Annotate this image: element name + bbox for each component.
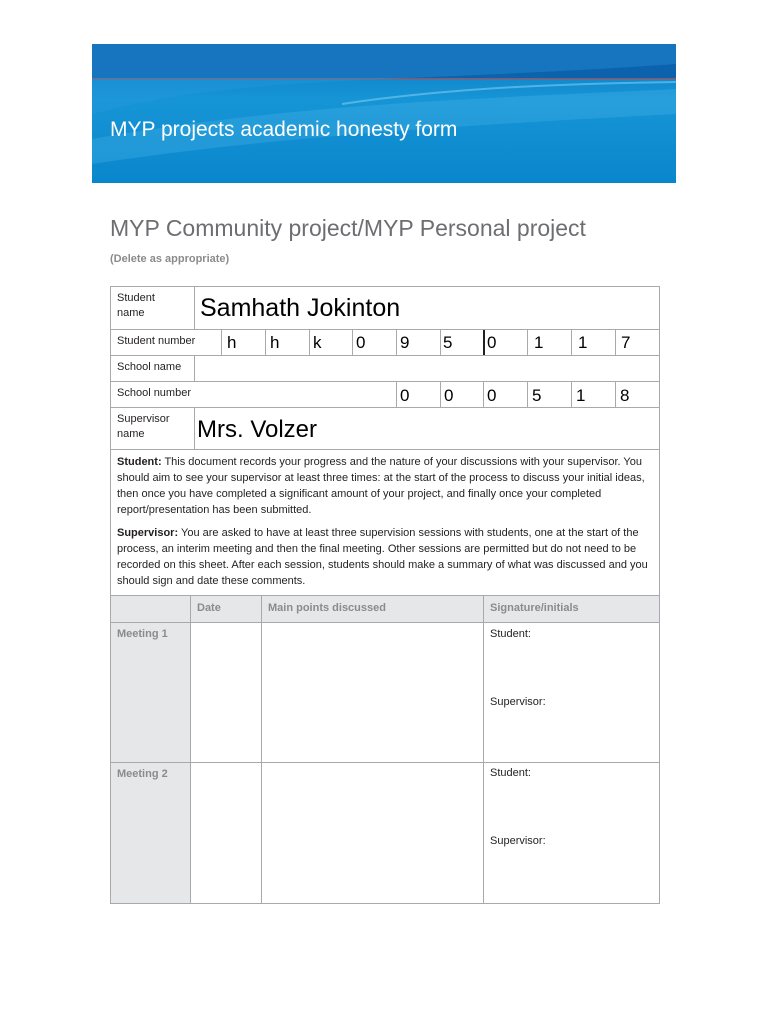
header-banner <box>92 44 676 183</box>
student-name-label: Student name <box>117 292 155 319</box>
student-number-digit[interactable]: h <box>227 333 237 352</box>
student-name-row <box>111 287 659 330</box>
honesty-form <box>110 286 660 904</box>
student-number-digit[interactable]: 7 <box>621 333 631 352</box>
project-title: MYP Community project/MYP Personal project <box>110 215 586 241</box>
student-signature-label: Student: <box>490 628 531 640</box>
student-number-digit[interactable]: k <box>313 333 322 352</box>
supervisor-instructions: Supervisor: You are asked to have at least three supervision sessions with students, one at the start of the process, an interim meeting and then the final meeting. Other sessions are permitted but do not need to be recorded on this sheet. After each session, students should make a summary of what was discussed and you should sign and date these comments. <box>117 527 648 587</box>
meeting-row <box>111 763 659 903</box>
student-number-digit[interactable]: 5 <box>443 333 453 352</box>
student-number-digit[interactable]: h <box>270 333 280 352</box>
school-number-row <box>111 382 659 408</box>
school-number-digit[interactable]: 8 <box>620 386 630 405</box>
student-number-digit[interactable]: 1 <box>578 333 588 352</box>
supervisor-signature-label: Supervisor: <box>490 696 546 708</box>
student-number-digit[interactable]: 1 <box>534 333 544 352</box>
meeting-main-points-cell[interactable] <box>262 763 483 903</box>
student-number-row <box>111 330 659 356</box>
supervisor-name-field[interactable]: Mrs. Volzer <box>197 416 318 443</box>
student-signature-label: Student: <box>490 767 531 779</box>
delete-note: (Delete as appropriate) <box>110 253 230 265</box>
meeting-row <box>111 623 659 763</box>
main-points-column-header: Main points discussed <box>268 602 386 614</box>
meetings-table-header <box>111 596 659 623</box>
school-number-digit[interactable]: 0 <box>400 386 410 405</box>
student-instructions: Student: This document records your progress and the nature of your discussions with your supervisor. You should aim to see your supervisor at least three times: at the start of the process to discuss your initial ideas, then once you have completed a significant amount of your project, and finally once your completed report/presentation has been submitted. <box>117 456 645 516</box>
school-number-digit[interactable]: 1 <box>576 386 586 405</box>
meeting-date-cell[interactable] <box>191 763 261 903</box>
meeting-main-points-cell[interactable] <box>262 623 483 762</box>
school-number-label: School number <box>117 387 191 399</box>
school-number-digit[interactable]: 0 <box>487 386 497 405</box>
school-name-row <box>111 356 659 382</box>
form-title: MYP projects academic honesty form <box>110 118 458 141</box>
school-name-label: School name <box>117 361 182 373</box>
student-name-field[interactable]: Samhath Jokinton <box>200 294 401 322</box>
date-column-header: Date <box>197 602 221 614</box>
supervisor-signature-label: Supervisor: <box>490 835 546 847</box>
supervisor-name-label: Supervisor name <box>117 413 170 440</box>
student-number-digit[interactable]: 9 <box>400 333 410 352</box>
banner-wave-graphic <box>92 44 676 183</box>
meeting-label: Meeting 2 <box>117 768 168 780</box>
school-number-digit[interactable]: 0 <box>444 386 454 405</box>
student-number-digit[interactable]: 0 <box>356 333 366 352</box>
school-number-digit[interactable]: 5 <box>532 386 542 405</box>
instructions-block <box>111 450 659 596</box>
school-name-field[interactable] <box>195 356 659 381</box>
meeting-date-cell[interactable] <box>191 623 261 762</box>
supervisor-name-row <box>111 408 659 450</box>
student-number-label: Student number <box>117 335 196 347</box>
student-number-digit[interactable]: 0 <box>487 333 497 352</box>
meeting-label: Meeting 1 <box>117 628 168 640</box>
signature-column-header: Signature/initials <box>490 602 579 614</box>
